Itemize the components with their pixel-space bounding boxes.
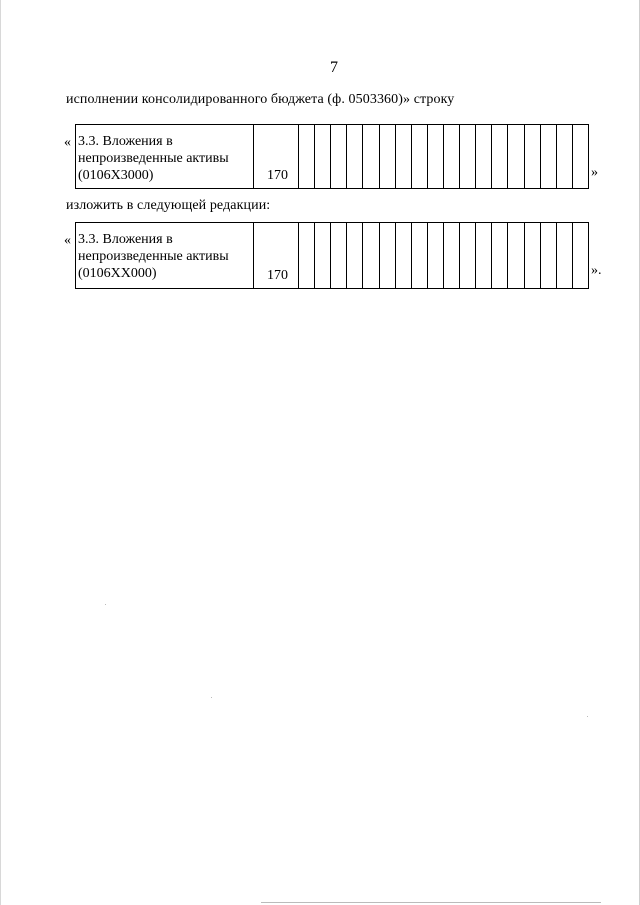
table-row-old — [75, 124, 589, 189]
empty-cell — [492, 125, 508, 188]
empty-cell — [299, 125, 315, 188]
empty-cell — [380, 223, 396, 288]
empty-cell — [460, 223, 476, 288]
scan-speck — [105, 604, 106, 605]
empty-cell — [508, 223, 524, 288]
empty-cell — [541, 125, 557, 188]
row-name-line: непроизведенные активы — [78, 249, 229, 264]
empty-cell — [460, 125, 476, 188]
empty-cell — [412, 223, 428, 288]
empty-cell — [557, 125, 573, 188]
empty-cell — [573, 125, 588, 188]
close-quote-2: ». — [591, 263, 602, 278]
intro-paragraph: исполнении консолидированного бюджета (ф. 0503360)» строку — [66, 92, 455, 107]
row-code: 170 — [267, 268, 288, 283]
row-name-cell — [76, 125, 254, 188]
empty-cell — [363, 223, 379, 288]
close-quote-1: » — [591, 165, 598, 180]
empty-cell — [363, 125, 379, 188]
scan-speck — [587, 716, 588, 717]
empty-cell — [573, 223, 588, 288]
row-code-cell — [254, 125, 299, 188]
empty-cell — [315, 125, 331, 188]
empty-cell — [299, 223, 315, 288]
row-code-cell — [254, 223, 299, 288]
empty-cell — [476, 125, 492, 188]
row-name-cell — [76, 223, 254, 288]
empty-cell — [315, 223, 331, 288]
empty-cell — [347, 125, 363, 188]
row-name-line: непроизведенные активы — [78, 151, 229, 166]
empty-cell — [331, 223, 347, 288]
row-name-line: (0106X3000) — [78, 168, 154, 183]
middle-paragraph: изложить в следующей редакции: — [66, 198, 271, 213]
empty-cell — [412, 125, 428, 188]
empty-cell — [525, 125, 541, 188]
empty-cell — [444, 223, 460, 288]
table-row-new — [75, 222, 589, 289]
empty-cell — [492, 223, 508, 288]
empty-cell — [541, 223, 557, 288]
row-code: 170 — [267, 168, 288, 183]
empty-cell — [347, 223, 363, 288]
open-quote-1: « — [64, 135, 71, 150]
empty-cell — [396, 125, 412, 188]
page-number: 7 — [330, 59, 338, 76]
empty-cell — [525, 223, 541, 288]
row-name-line: 3.3. Вложения в — [78, 134, 173, 149]
empty-cell — [476, 223, 492, 288]
empty-cell — [396, 223, 412, 288]
empty-cell — [428, 125, 444, 188]
empty-cell — [444, 125, 460, 188]
empty-cell — [508, 125, 524, 188]
scan-speck — [211, 697, 212, 698]
row-name-line: 3.3. Вложения в — [78, 232, 173, 247]
empty-cell — [331, 125, 347, 188]
empty-cell — [380, 125, 396, 188]
empty-cell — [557, 223, 573, 288]
scan-edge-line — [261, 902, 601, 903]
row-name-line: (0106XX000) — [78, 266, 157, 281]
empty-cell — [428, 223, 444, 288]
open-quote-2: « — [64, 233, 71, 248]
